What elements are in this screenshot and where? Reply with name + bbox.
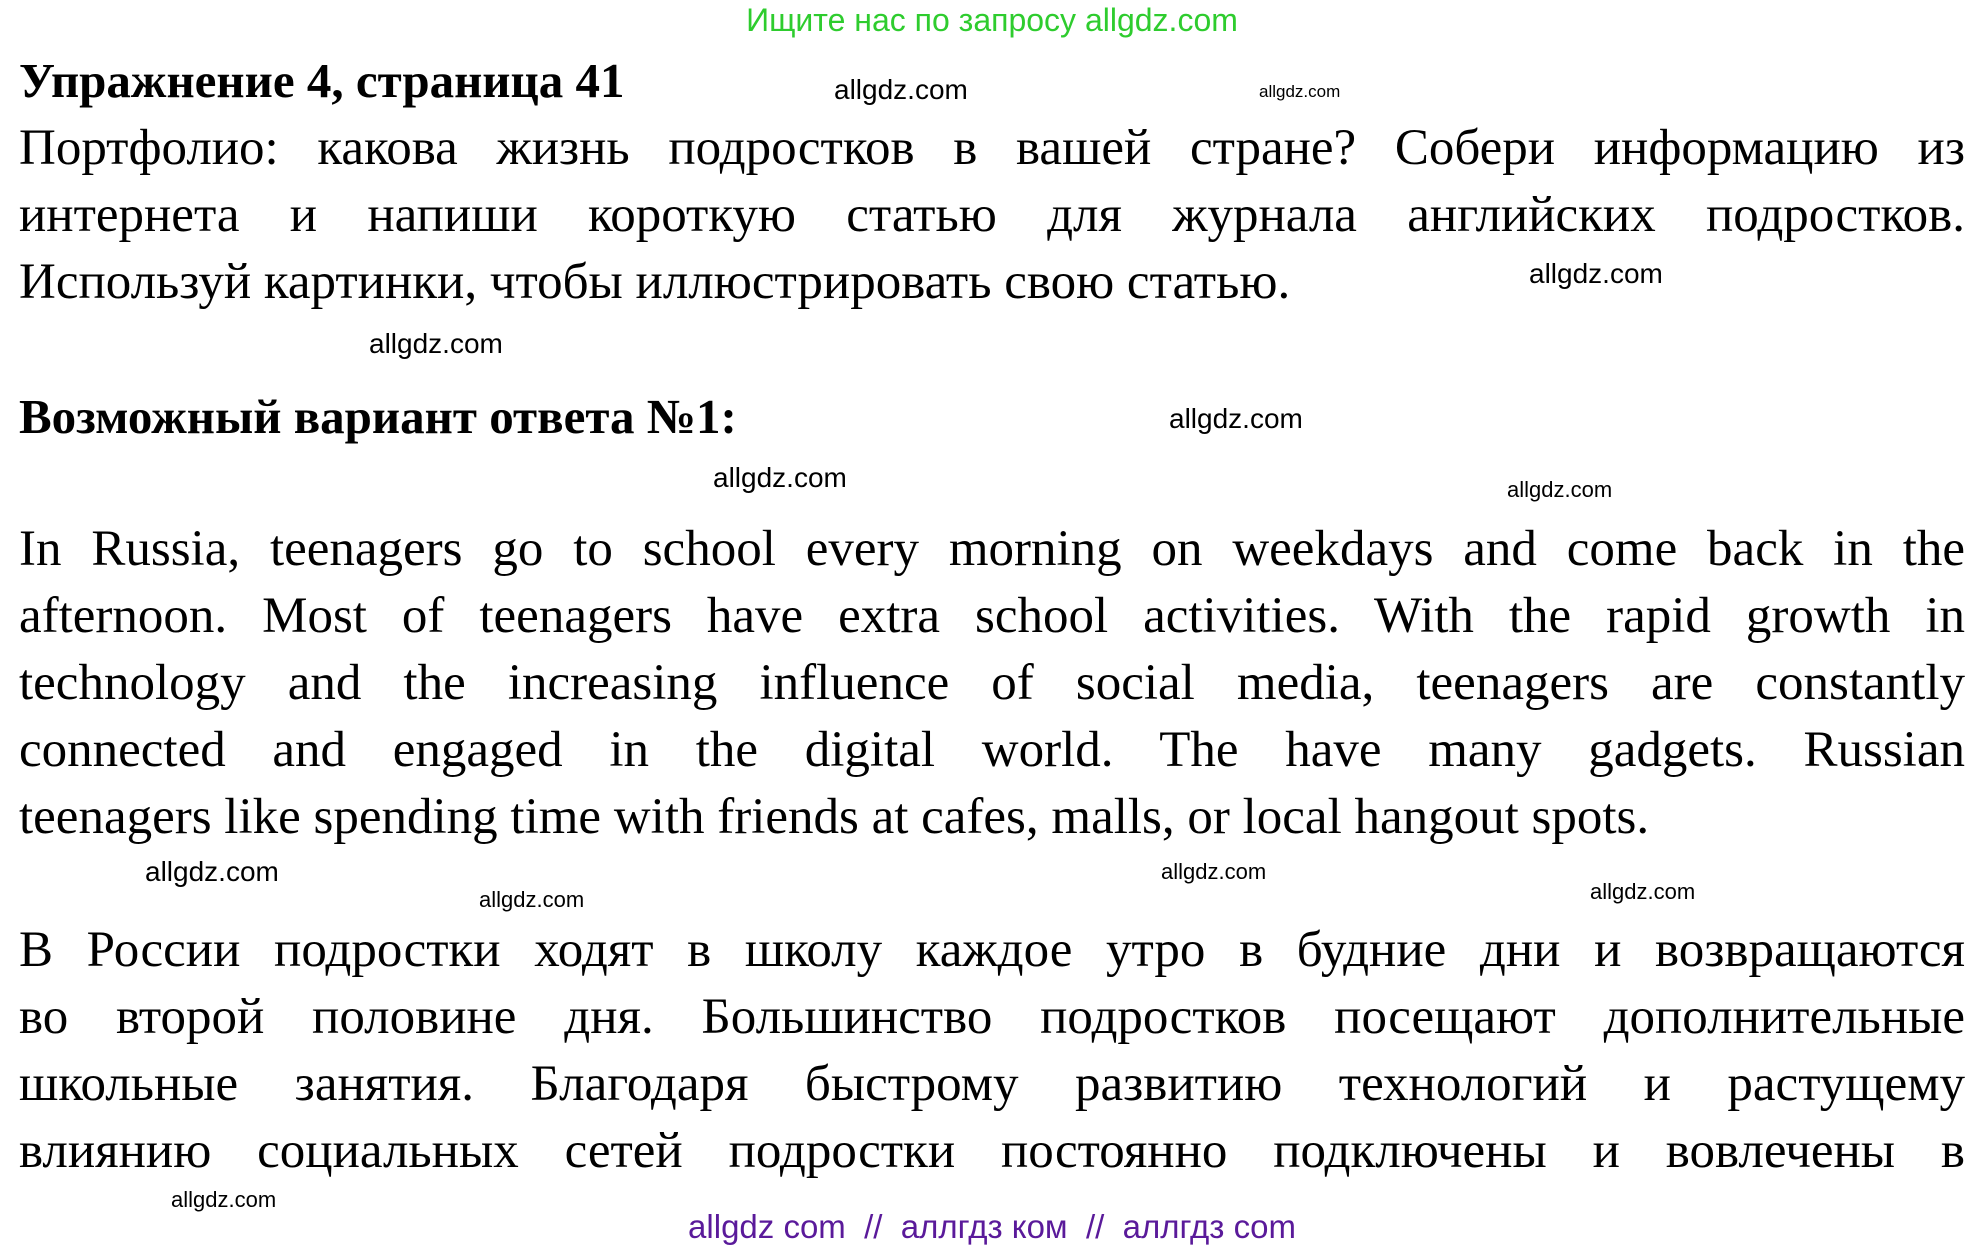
watermark: allgdz.com xyxy=(171,1187,277,1212)
english-line: In Russia, teenagers go to school every morning on weekdays and come back in the xyxy=(19,521,1965,577)
russian-line: школьные занятия. Благодаря быстрому развитию технологий и растущему xyxy=(19,1056,1965,1112)
watermark: allgdz.com xyxy=(479,887,585,912)
russian-line: влиянию социальных сетей подростки постоянно подключены и вовлечены в xyxy=(19,1123,1965,1179)
search-banner: Ищите нас по запросу allgdz.com xyxy=(746,2,1238,38)
task-line: Портфолио: какова жизнь подростков в вашей стране? Собери информацию из xyxy=(19,120,1965,176)
english-line: technology and the increasing influence of social media, teenagers are constantly xyxy=(19,655,1965,711)
english-line: teenagers like spending time with friends at cafes, malls, or local hangout spots. xyxy=(19,789,1650,845)
answer-heading: Возможный вариант ответа №1: xyxy=(19,389,737,444)
watermark: allgdz.com xyxy=(1529,258,1663,289)
footer-watermark: allgdz com // аллгдз ком // аллгдз com xyxy=(688,1208,1296,1245)
watermark: allgdz.com xyxy=(1259,82,1341,101)
task-line: Используй картинки, чтобы иллюстрировать свою статью. xyxy=(19,254,1291,310)
exercise-title: Упражнение 4, страница 41 xyxy=(19,53,625,108)
watermark: allgdz.com xyxy=(834,74,968,105)
watermark: allgdz.com xyxy=(1590,879,1696,904)
watermark: allgdz.com xyxy=(369,328,503,359)
russian-line: во второй половине дня. Большинство подростков посещают дополнительные xyxy=(19,989,1965,1045)
watermark: allgdz.com xyxy=(1507,477,1613,502)
russian-line: В России подростки ходят в школу каждое утро в будние дни и возвращаются xyxy=(19,922,1965,978)
watermark: allgdz.com xyxy=(713,462,847,493)
english-line: afternoon. Most of teenagers have extra school activities. With the rapid growth in xyxy=(19,588,1965,644)
task-line: интернета и напиши короткую статью для журнала английских подростков. xyxy=(19,187,1965,243)
watermark: allgdz.com xyxy=(1169,403,1303,434)
watermark: allgdz.com xyxy=(1161,859,1267,884)
watermark: allgdz.com xyxy=(145,856,279,887)
english-line: connected and engaged in the digital world. The have many gadgets. Russian xyxy=(19,722,1965,778)
